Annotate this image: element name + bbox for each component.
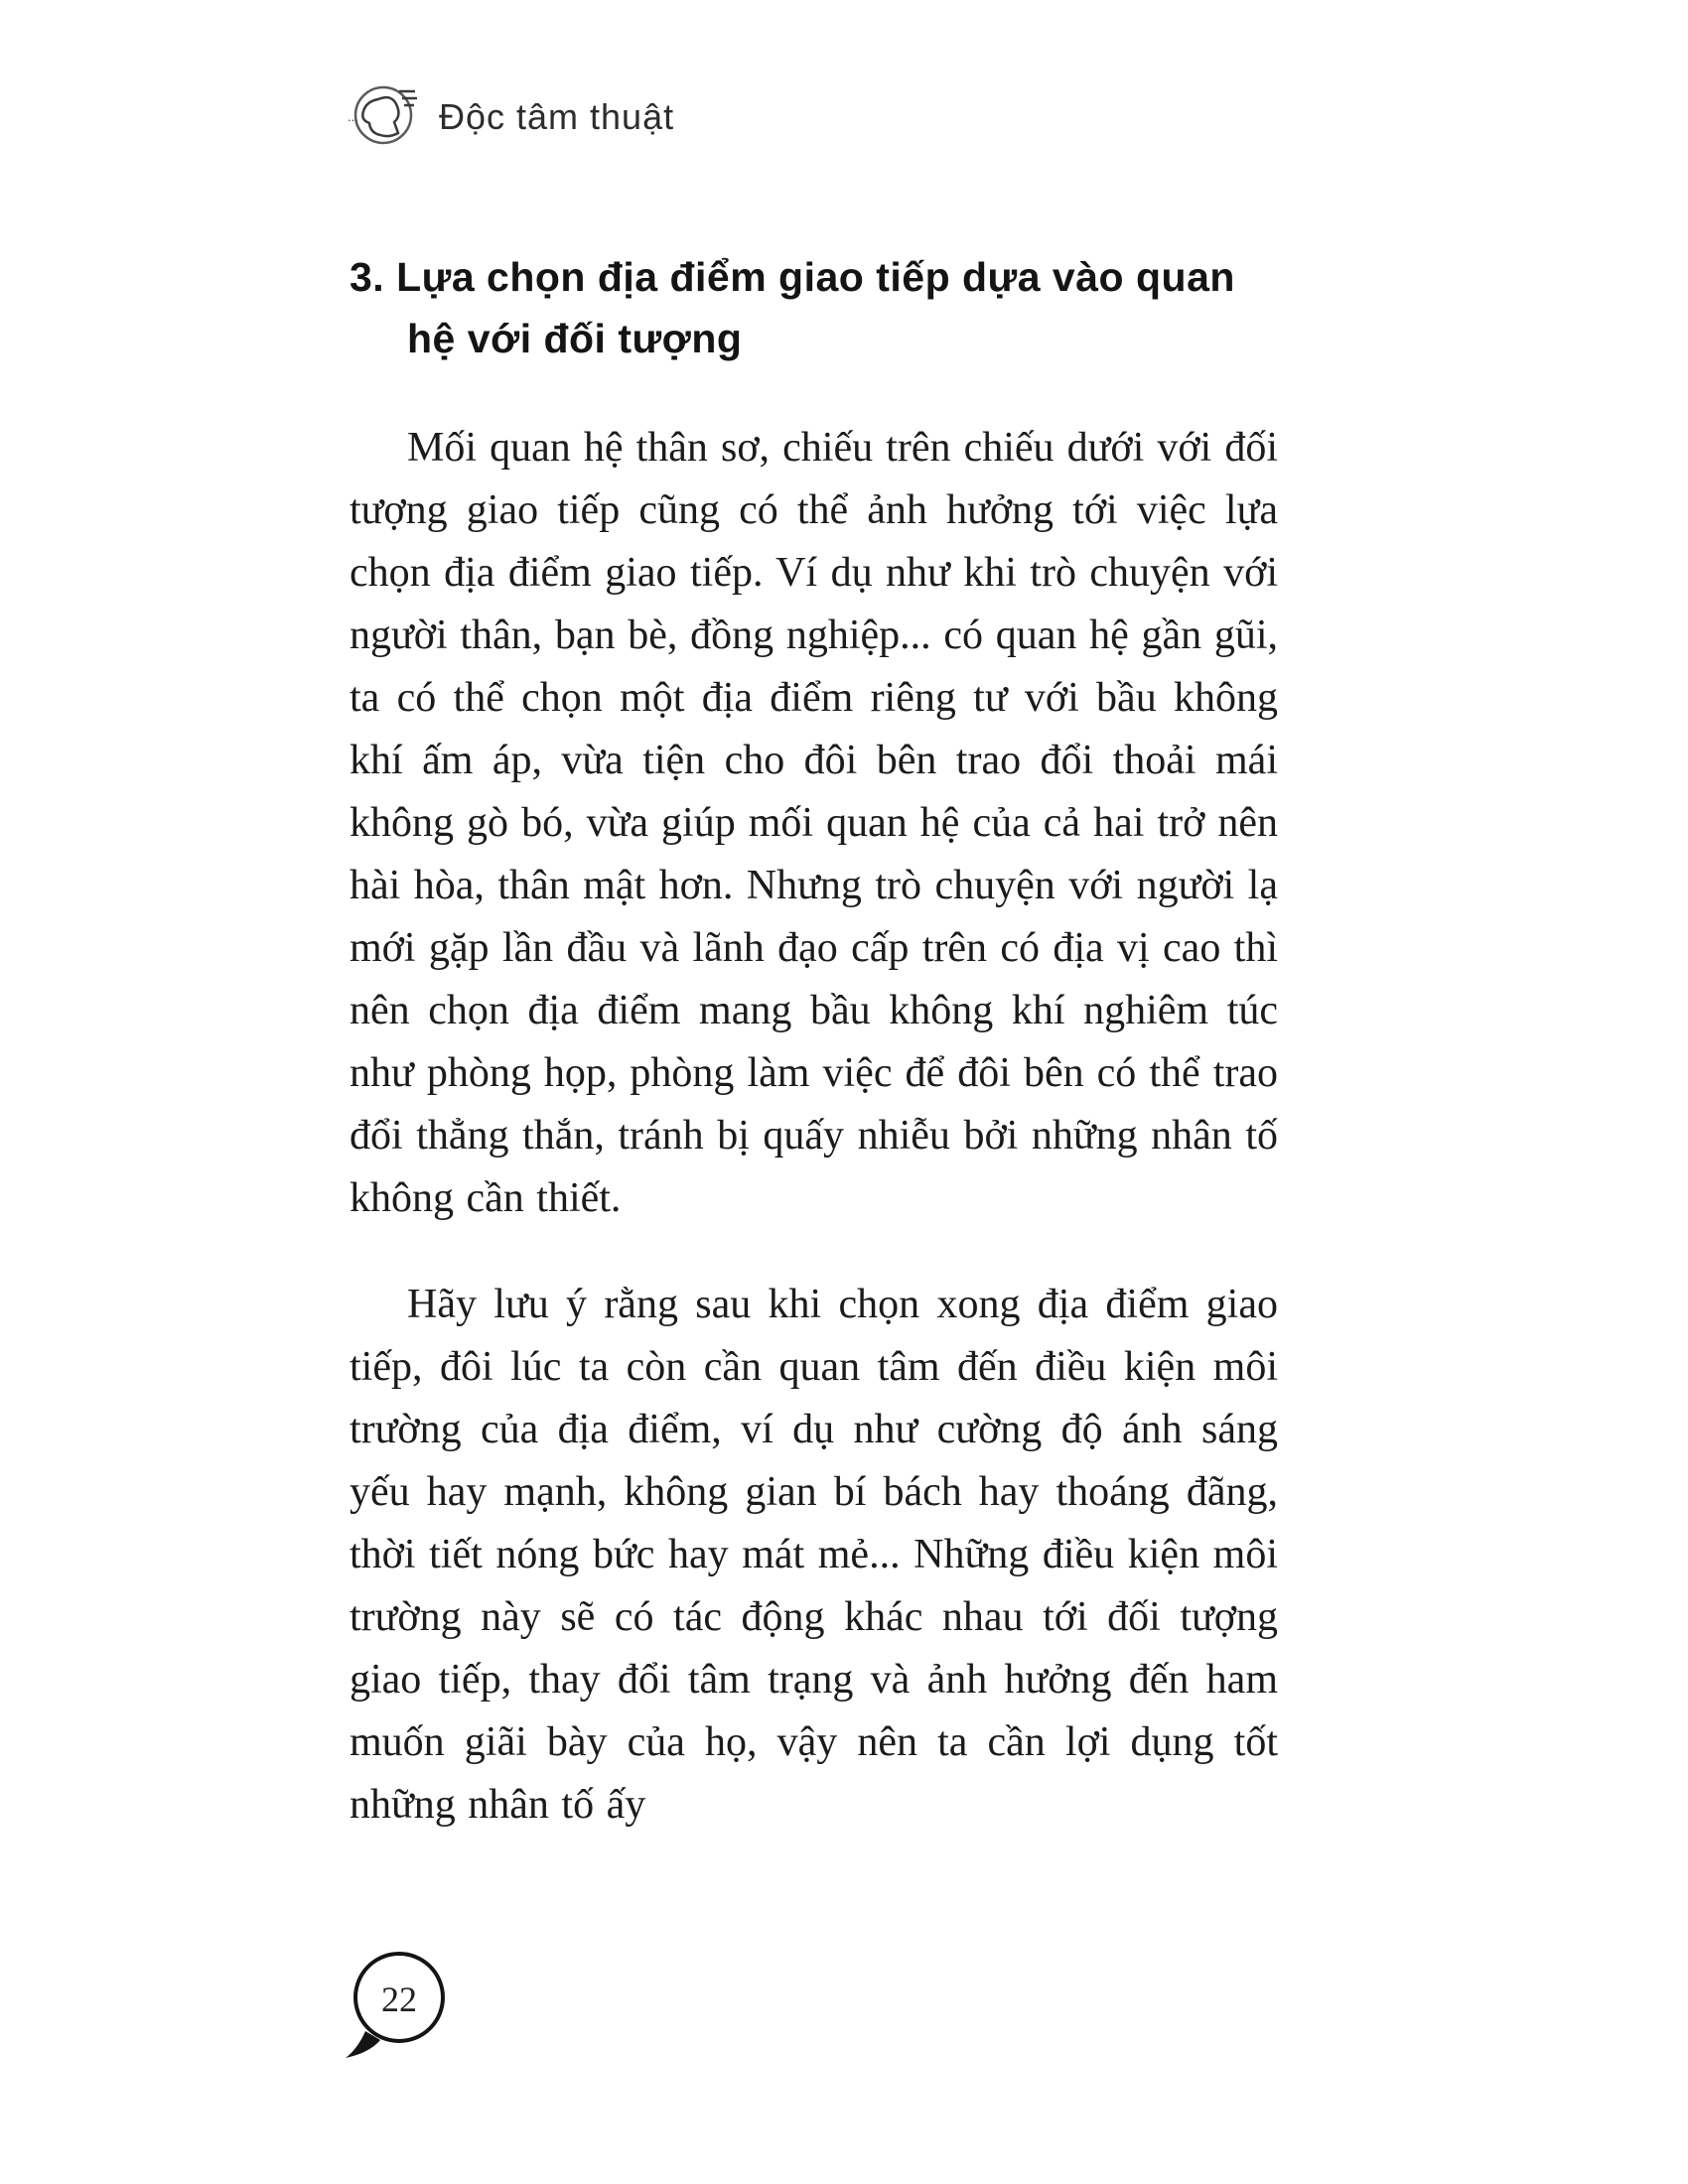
svg-text:...: ...	[348, 109, 358, 124]
page-number: 22	[381, 1979, 417, 2019]
section-heading-line1: 3. Lựa chọn địa điểm giao tiếp dựa vào quan	[350, 254, 1235, 300]
page-number-bubble	[342, 1948, 453, 2065]
section-heading-line2: hệ với đối tượng	[407, 316, 743, 361]
paragraph-2: Hãy lưu ý rằng sau khi chọn xong địa điểm giao tiếp, đôi lúc ta còn cần quan tâm đến điều kiện môi trường của địa điểm, ví dụ như cường độ ánh sáng yếu hay mạnh, không gian bí bách hay thoáng đãng, thời tiết nóng bức hay mát mẻ... Những điều kiện môi trường này sẽ có tác động khác nhau tới đối tượng giao tiếp, thay đổi tâm trạng và ảnh hưởng đến ham muốn giãi bày của họ, vậy nên ta cần lợi dụng tốt những nhân tố ấy	[350, 1282, 1278, 1828]
section-heading	[350, 246, 1342, 369]
body-text	[350, 417, 1278, 1880]
paragraph-1: Mối quan hệ thân sơ, chiếu trên chiếu dưới với đối tượng giao tiếp cũng có thể ảnh hưởng tới việc lựa chọn địa điểm giao tiếp. Ví dụ như khi trò chuyện với người thân, bạn bè, đồng nghiệp... có quan hệ gần gũi, ta có thể chọn một địa điểm riêng tư với bầu không khí ấm áp, vừa tiện cho đôi bên trao đổi thoải mái không gò bó, vừa giúp mối quan hệ của cả hai trở nên hài hòa, thân mật hơn. Nhưng trò chuyện với người lạ mới gặp lần đầu và lãnh đạo cấp trên có địa vị cao thì nên chọn địa điểm mang bầu không khí nghiêm túc như phòng họp, phòng làm việc để đôi bên có thể trao đổi thẳng thắn, tránh bị quấy nhiễu bởi những nhân tố không cần thiết.	[350, 425, 1278, 1221]
book-title: Độc tâm thuật	[439, 95, 675, 137]
mind-reading-head-icon	[346, 77, 419, 156]
running-head	[346, 77, 674, 156]
